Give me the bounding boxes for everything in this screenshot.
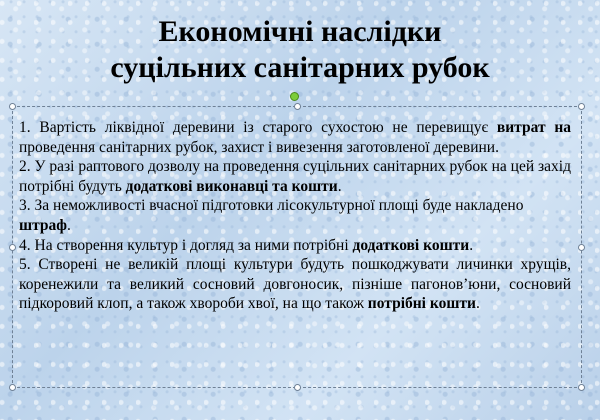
paragraph-5-text-end: . [475, 295, 480, 313]
slide-body-text[interactable] [19, 118, 571, 314]
resize-handle-top-right[interactable] [578, 103, 585, 110]
paragraph-1 [19, 118, 571, 157]
resize-handle-middle-left[interactable] [9, 244, 16, 251]
rotate-handle[interactable] [290, 92, 299, 101]
paragraph-4-text: 4. На створення культур і догляд за ними потрібні [19, 236, 353, 254]
paragraph-5-text: 5. Створені не великій площі культури будуть пошкоджувати личинки хрущів, коренежили та великий сосновий довгоносик, пізніше пагонов’юни, сосновий підкоровий клоп, а також хвороби хвої, на що також [19, 256, 571, 313]
paragraph-1-emphasis: витрат на [496, 119, 572, 136]
paragraph-1-text: 1. Вартість ліквідної деревини із старого сухостою не перевищує [19, 119, 497, 136]
paragraph-3-text: 3. За неможливості вчасної підготовки лісокультурної площі буде накладено [19, 197, 524, 215]
paragraph-2-emphasis: додаткові виконавці та кошти [125, 177, 338, 195]
paragraph-3 [19, 196, 571, 235]
paragraph-5 [19, 255, 571, 314]
paragraph-2 [19, 157, 571, 196]
slide-title [0, 14, 600, 86]
paragraph-2-text-end: . [337, 177, 342, 195]
resize-handle-top-middle[interactable] [294, 103, 301, 110]
resize-handle-middle-right[interactable] [578, 244, 585, 251]
paragraph-2-text: 2. У разі раптового дозволу на проведення суцільних санітарних рубок на цей захід потрібні будуть [19, 158, 571, 195]
paragraph-4 [19, 236, 571, 256]
paragraph-3-emphasis: штраф [19, 216, 67, 234]
resize-handle-bottom-middle[interactable] [294, 384, 301, 391]
slide-title-line-2: суцільних санітарних рубок [110, 51, 490, 84]
paragraph-3-text-end: . [66, 216, 71, 234]
resize-handle-top-left[interactable] [9, 103, 16, 110]
paragraph-5-emphasis: потрібні кошти [367, 295, 476, 313]
paragraph-4-emphasis: додаткові кошти [352, 236, 470, 254]
resize-handle-bottom-right[interactable] [578, 384, 585, 391]
paragraph-4-text-end: . [469, 236, 474, 254]
slide-title-line-1: Економічні наслідки [158, 15, 442, 48]
resize-handle-bottom-left[interactable] [9, 384, 16, 391]
paragraph-1-text-end: проведення санітарних рубок, захист і вивезення заготовленої деревини. [19, 138, 499, 156]
